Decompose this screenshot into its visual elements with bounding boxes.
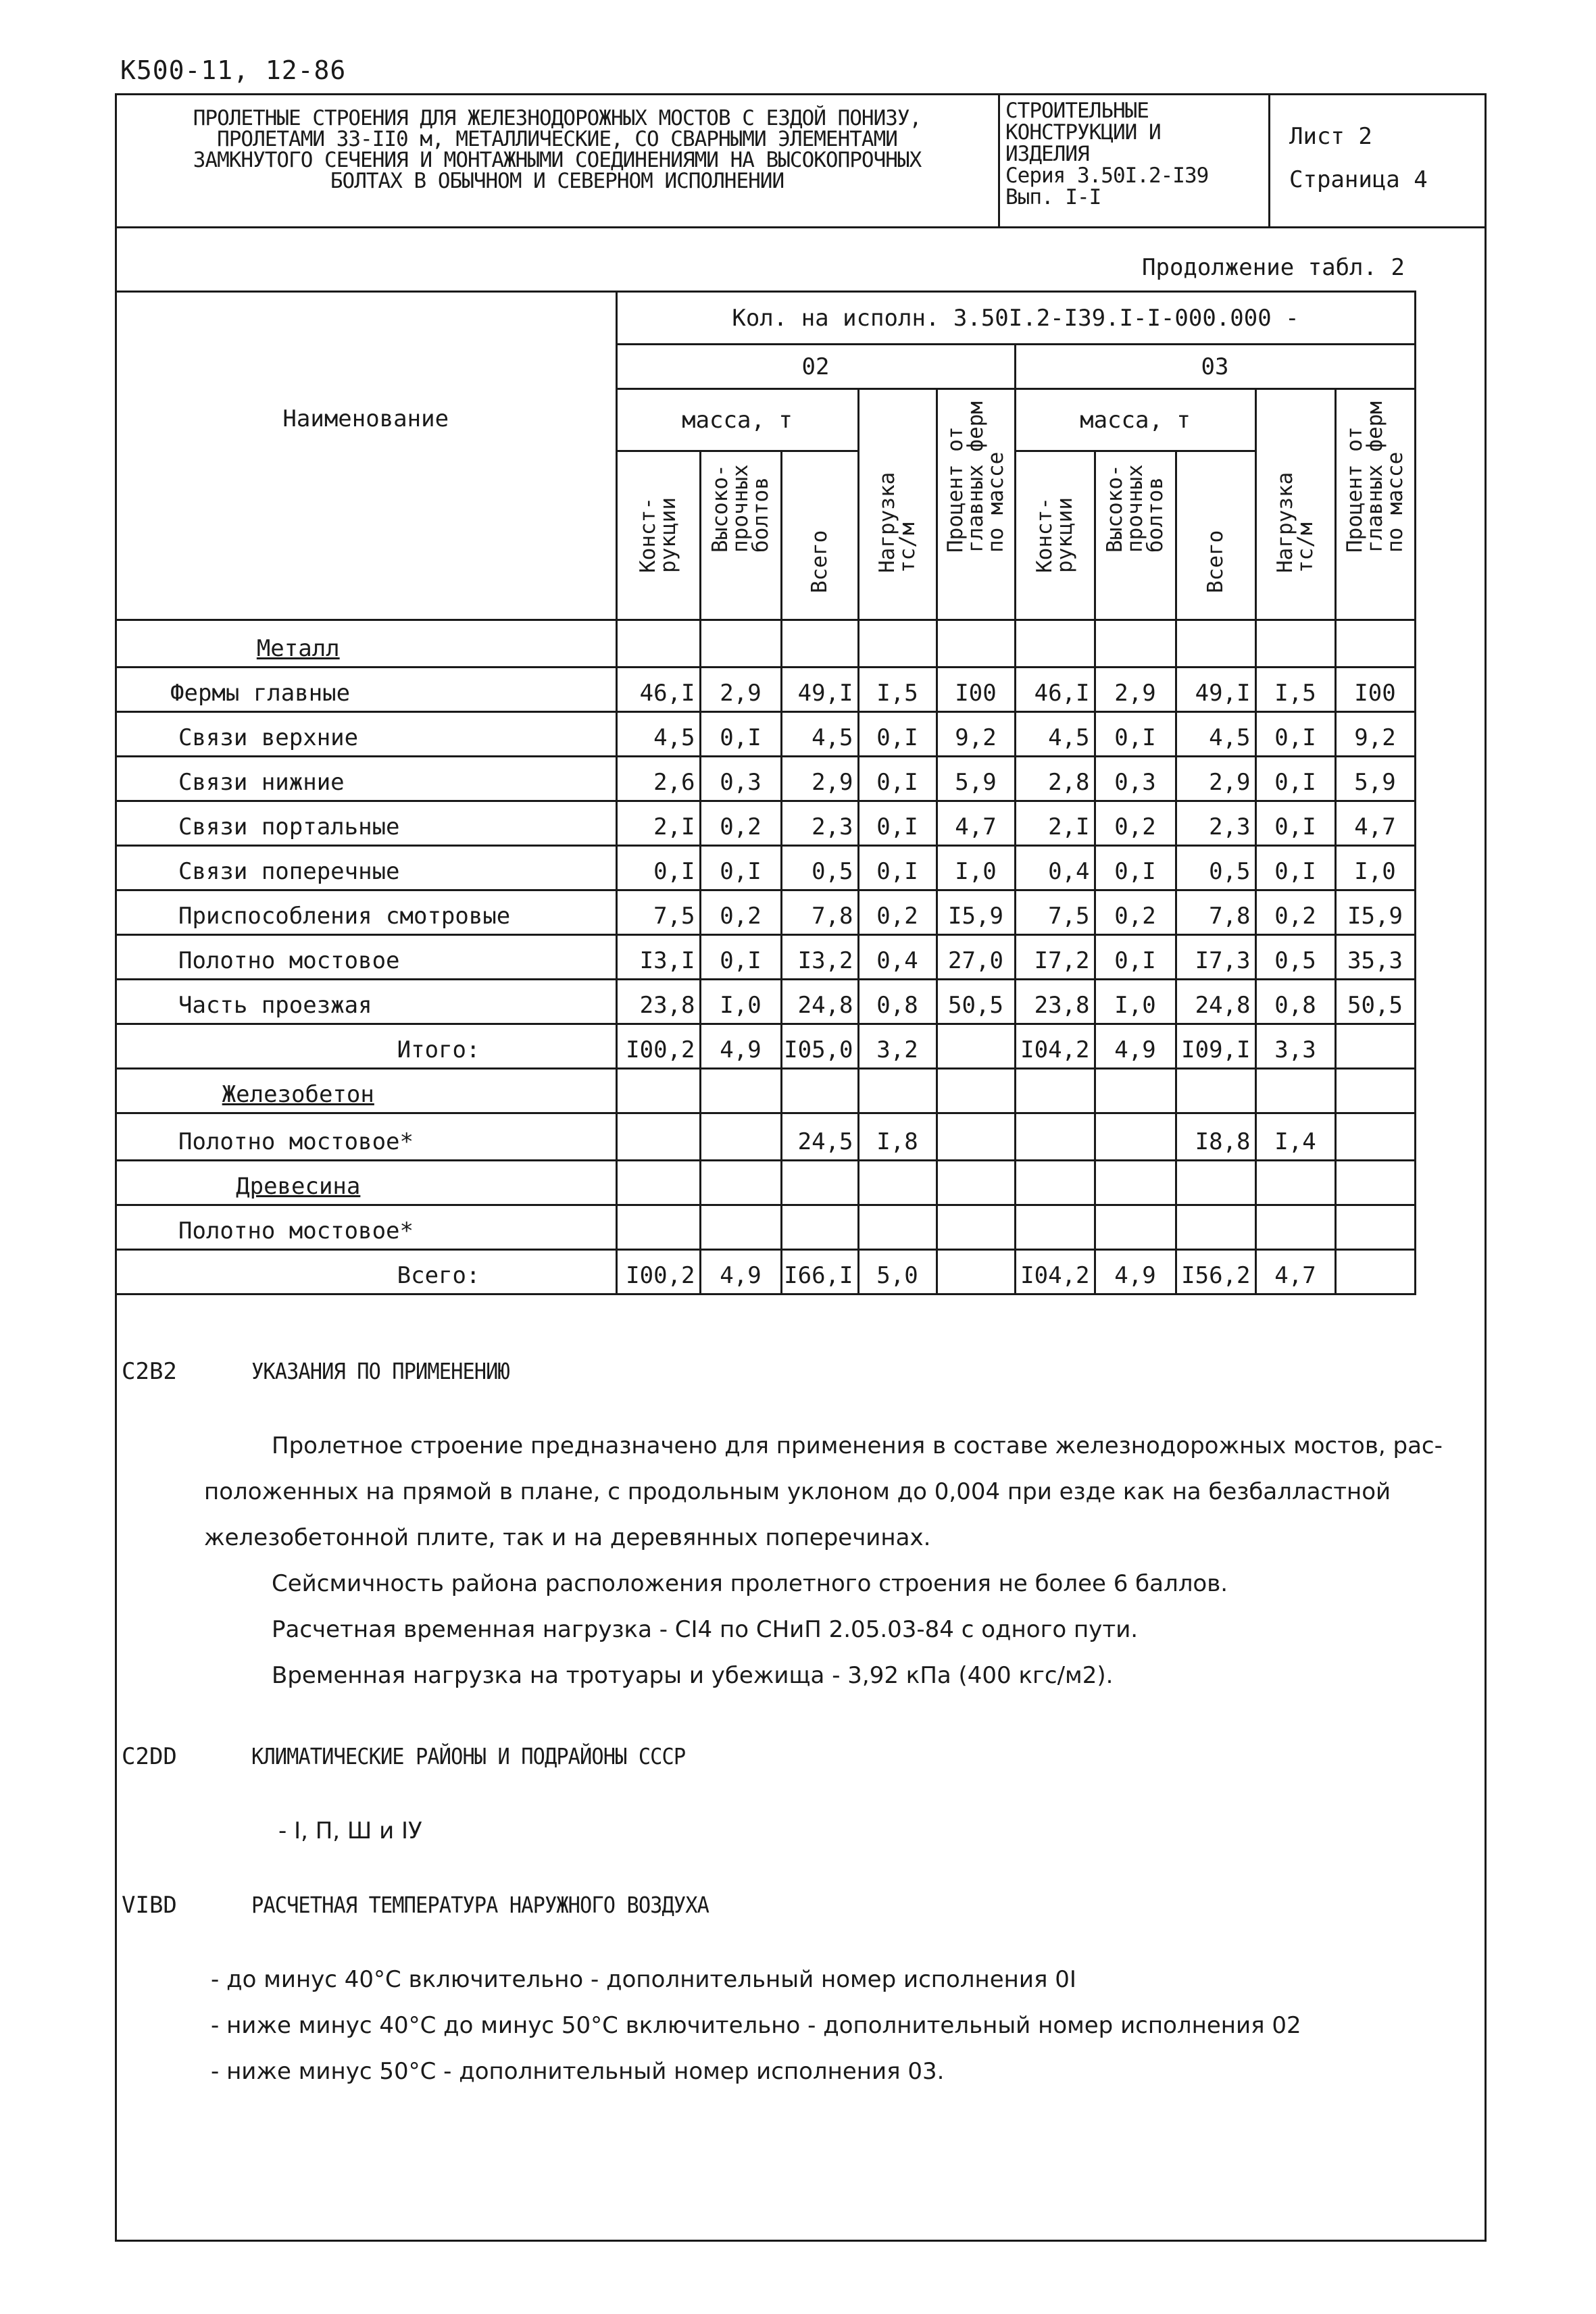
table-cell: 35,3 <box>1335 935 1415 980</box>
table-cell: 24,8 <box>781 980 858 1024</box>
load-header-02 <box>858 389 937 620</box>
table-cell: 2,3 <box>1176 801 1255 846</box>
row-name <box>116 1024 616 1069</box>
table-cell <box>781 1161 858 1205</box>
table-cell: 24,5 <box>781 1113 858 1161</box>
table-row <box>116 668 1415 712</box>
table-row <box>116 1069 1415 1113</box>
table-cell <box>1255 1069 1335 1113</box>
table-cell: 5,9 <box>1335 757 1415 801</box>
table-cell: 3,3 <box>1255 1024 1335 1069</box>
table-cell <box>1335 1024 1415 1069</box>
table-cell: 4,7 <box>1255 1250 1335 1294</box>
table-cell: 3,2 <box>858 1024 937 1069</box>
table-cell: I5,9 <box>1335 890 1415 935</box>
table-cell: 2,9 <box>700 668 781 712</box>
table-cell: I,8 <box>858 1113 937 1161</box>
table-cell: 4,5 <box>1015 712 1095 757</box>
table-row <box>116 1250 1415 1294</box>
bolts-header-line: Высоко- <box>1103 464 1127 553</box>
table-cell: 4,9 <box>700 1024 781 1069</box>
table-row <box>116 846 1415 890</box>
percent-header-line: главных ферм <box>1363 401 1387 553</box>
table-cell <box>1015 1113 1095 1161</box>
mass-header-text: масса, т <box>1080 406 1191 434</box>
table-continuation-label: Продолжение табл. 2 <box>1142 254 1405 281</box>
load-header-line: тс/м <box>1293 522 1318 573</box>
row-name <box>116 1113 616 1161</box>
table-cell <box>1015 1069 1095 1113</box>
series-line: КОНСТРУКЦИИ И <box>1005 120 1161 145</box>
table-cell <box>858 1069 937 1113</box>
table-cell <box>1176 1205 1255 1250</box>
section-title: КЛИМАТИЧЕСКИЕ РАЙОНЫ И ПОДРАЙОНЫ СССР <box>251 1743 686 1769</box>
table-cell: 0,I <box>858 757 937 801</box>
row-name <box>116 668 616 712</box>
row-name-text: Древесина <box>236 1173 361 1200</box>
table-cell: 2,I <box>1015 801 1095 846</box>
table-row <box>116 980 1415 1024</box>
table-cell <box>1335 1113 1415 1161</box>
row-name <box>116 801 616 846</box>
table-cell: 0,4 <box>1015 846 1095 890</box>
table-cell <box>937 1024 1015 1069</box>
table-cell <box>781 1069 858 1113</box>
bolts-header-03 <box>1095 451 1176 620</box>
table-cell <box>1095 1205 1176 1250</box>
table-cell <box>700 1113 781 1161</box>
table-cell: 4,7 <box>1335 801 1415 846</box>
table-cell: 9,2 <box>937 712 1015 757</box>
section-text-line: - ниже минус 40°С до минус 50°С включительно - дополнительный номер исполнения 02 <box>211 2012 1301 2039</box>
table-row <box>116 712 1415 757</box>
table-cell: 0,3 <box>700 757 781 801</box>
table-cell: I,4 <box>1255 1113 1335 1161</box>
table-cell: 7,8 <box>781 890 858 935</box>
row-name <box>116 935 616 980</box>
table-cell: 4,7 <box>937 801 1015 846</box>
row-name-text: Приспособления смотровые <box>178 903 511 930</box>
row-name <box>116 712 616 757</box>
row-name-text: Связи поперечные <box>178 858 400 885</box>
table-cell: I,0 <box>1335 846 1415 890</box>
table-cell <box>1255 1161 1335 1205</box>
bolts-header-line: Высоко- <box>708 464 732 553</box>
row-name <box>116 757 616 801</box>
table-cell <box>700 1205 781 1250</box>
table-row <box>116 1161 1415 1205</box>
table-cell <box>1015 1161 1095 1205</box>
table-cell <box>1095 1161 1176 1205</box>
table-cell: I,0 <box>937 846 1015 890</box>
table-cell: 5,9 <box>937 757 1015 801</box>
table-cell: I00,2 <box>616 1024 700 1069</box>
title-block-name <box>115 93 1000 226</box>
title-line: ЗАМКНУТОГО СЕЧЕНИЯ И МОНТАЖНЫМИ СОЕДИНЕНИЯМИ НА ВЫСОКОПРОЧНЫХ <box>193 148 922 172</box>
table-cell: 0,8 <box>1255 980 1335 1024</box>
table-cell: 0,2 <box>1095 890 1176 935</box>
row-name-text: Итого: <box>397 1036 480 1063</box>
qty-header <box>616 292 1415 345</box>
table-cell: 49,I <box>1176 668 1255 712</box>
table-cell: 0,2 <box>858 890 937 935</box>
section-text-line: - ниже минус 50°С - дополнительный номер исполнения 03. <box>211 2058 945 2085</box>
table-cell: 46,I <box>1015 668 1095 712</box>
page-number: Страница 4 <box>1289 166 1428 193</box>
table-cell: 2,6 <box>616 757 700 801</box>
table-cell <box>937 1250 1015 1294</box>
section-code: VIBD <box>122 1892 177 1919</box>
table-cell: 4,9 <box>1095 1024 1176 1069</box>
series-line: Серия 3.50I.2-I39 <box>1005 164 1209 188</box>
section-title: РАСЧЕТНАЯ ТЕМПЕРАТУРА НАРУЖНОГО ВОЗДУХА <box>251 1892 709 1918</box>
row-name <box>116 620 616 668</box>
table-cell: I66,I <box>781 1250 858 1294</box>
table-cell: 2,9 <box>781 757 858 801</box>
document-code: K500-11, 12-86 <box>120 55 347 85</box>
table-cell <box>700 620 781 668</box>
table-cell <box>1095 620 1176 668</box>
table-cell: I3,2 <box>781 935 858 980</box>
table-cell: 4,9 <box>1095 1250 1176 1294</box>
table-cell: 0,2 <box>700 890 781 935</box>
table-row <box>116 620 1415 668</box>
load-header-line: Нагрузка <box>1273 472 1297 573</box>
table-cell: 0,I <box>1255 712 1335 757</box>
table-cell <box>700 1161 781 1205</box>
table-cell <box>1176 620 1255 668</box>
table-cell: 50,5 <box>1335 980 1415 1024</box>
table-cell: I00 <box>937 668 1015 712</box>
section-text-line: положенных на прямой в плане, с продольным уклоном до 0,004 при езде как на безбалластной <box>204 1478 1391 1505</box>
row-name-text: Часть проезжая <box>178 992 372 1019</box>
row-name-text: Всего: <box>397 1262 480 1289</box>
mass-header-02 <box>616 389 858 451</box>
table-cell: 27,0 <box>937 935 1015 980</box>
section-text-line: железобетонной плите, так и на деревянных поперечинах. <box>204 1524 931 1551</box>
table-cell: 4,5 <box>616 712 700 757</box>
table-cell: I00 <box>1335 668 1415 712</box>
table-cell: 5,0 <box>858 1250 937 1294</box>
table-cell: I,0 <box>1095 980 1176 1024</box>
table-cell <box>1095 1113 1176 1161</box>
table-cell: 0,3 <box>1095 757 1176 801</box>
row-name <box>116 1250 616 1294</box>
sheet-number: Лист 2 <box>1289 123 1372 150</box>
table-row <box>116 801 1415 846</box>
name-header-text: Наименование <box>282 405 449 432</box>
bolts-header-line: болтов <box>749 477 773 553</box>
constr-header-02 <box>616 451 700 620</box>
group-header-02 <box>616 345 1015 389</box>
row-name-text: Связи нижние <box>178 769 345 796</box>
table-cell: 0,I <box>700 935 781 980</box>
title-line: ПРОЛЕТНЫЕ СТРОЕНИЯ ДЛЯ ЖЕЛЕЗНОДОРОЖНЫХ МОСТОВ С ЕЗДОЙ ПОНИЗУ, <box>193 106 922 130</box>
table-cell: 49,I <box>781 668 858 712</box>
qty-header-text: Кол. на исполн. 3.50I.2-I39.I-I-000.000 - <box>732 304 1299 332</box>
total-header-line: Всего <box>1203 530 1228 593</box>
bolts-header-line: болтов <box>1143 477 1168 553</box>
table-cell: I00,2 <box>616 1250 700 1294</box>
total-header-02 <box>781 451 858 620</box>
row-name-text: Фермы главные <box>170 680 351 707</box>
row-name-text: Связи портальные <box>178 813 400 840</box>
table-cell: 50,5 <box>937 980 1015 1024</box>
row-name <box>116 980 616 1024</box>
row-name-text: Металл <box>256 635 340 662</box>
title-line: БОЛТАХ В ОБЫЧНОМ И СЕВЕРНОМ ИСПОЛНЕНИИ <box>330 169 784 193</box>
table-cell: 9,2 <box>1335 712 1415 757</box>
table-cell: 0,I <box>700 846 781 890</box>
table-cell: I,5 <box>858 668 937 712</box>
table-cell: 24,8 <box>1176 980 1255 1024</box>
table-cell <box>616 1069 700 1113</box>
table-cell: I04,2 <box>1015 1024 1095 1069</box>
table-cell <box>937 1161 1015 1205</box>
row-name <box>116 846 616 890</box>
table-cell: 2,I <box>616 801 700 846</box>
constr-header-line: Конст- <box>1032 497 1057 573</box>
table-cell: 0,5 <box>1176 846 1255 890</box>
table-cell: 0,I <box>1255 757 1335 801</box>
table-cell: 0,I <box>1255 801 1335 846</box>
table-cell <box>1255 1205 1335 1250</box>
table-cell <box>858 620 937 668</box>
total-header-line: Всего <box>807 530 832 593</box>
table-cell: 4,5 <box>1176 712 1255 757</box>
table-cell: I5,9 <box>937 890 1015 935</box>
table-cell: 0,I <box>1095 846 1176 890</box>
title-line: ПРОЛЕТАМИ 33-II0 м, МЕТАЛЛИЧЕСКИЕ, СО СВАРНЫМИ ЭЛЕМЕНТАМИ <box>217 127 897 151</box>
table-cell <box>937 1069 1015 1113</box>
table-cell: 0,I <box>1255 846 1335 890</box>
table-cell <box>858 1161 937 1205</box>
row-name <box>116 1069 616 1113</box>
group-label: 03 <box>1201 353 1229 380</box>
load-header-line: тс/м <box>895 522 920 573</box>
table-cell: I7,3 <box>1176 935 1255 980</box>
section-code: C2B2 <box>122 1358 177 1385</box>
table-cell: 0,I <box>858 712 937 757</box>
table-cell: I3,I <box>616 935 700 980</box>
table-row <box>116 890 1415 935</box>
section-text-line: Пролетное строение предназначено для применения в составе железнодорожных мостов, рас- <box>272 1432 1443 1459</box>
table-cell: 7,5 <box>1015 890 1095 935</box>
table-cell: 2,9 <box>1176 757 1255 801</box>
table-cell: 46,I <box>616 668 700 712</box>
percent-header-line: Процент от <box>943 426 968 553</box>
section-text-line: - до минус 40°С включительно - дополнительный номер исполнения 0I <box>211 1966 1076 1993</box>
group-label: 02 <box>801 353 830 380</box>
table-cell <box>1335 1161 1415 1205</box>
table-cell: I,0 <box>700 980 781 1024</box>
table-cell <box>937 620 1015 668</box>
series-line: Вып. I-I <box>1005 185 1101 209</box>
series-line: ИЗДЕЛИЯ <box>1005 142 1089 166</box>
section-text-line: Расчетная временная нагрузка - CI4 по СНиП 2.05.03-84 с одного пути. <box>272 1616 1139 1643</box>
table-cell <box>1095 1069 1176 1113</box>
table-cell: 0,I <box>1095 712 1176 757</box>
table-cell: 0,I <box>1095 935 1176 980</box>
table-cell <box>616 620 700 668</box>
table-cell <box>1335 1069 1415 1113</box>
table-cell: 23,8 <box>616 980 700 1024</box>
table-cell: 4,9 <box>700 1250 781 1294</box>
load-header-03 <box>1255 389 1335 620</box>
constr-header-line: рукции <box>656 497 680 573</box>
table-cell <box>1015 620 1095 668</box>
table-cell <box>1176 1161 1255 1205</box>
table-cell: I56,2 <box>1176 1250 1255 1294</box>
constr-header-03 <box>1015 451 1095 620</box>
row-name <box>116 1205 616 1250</box>
bolts-header-line: прочных <box>1123 464 1147 553</box>
table-cell <box>781 1205 858 1250</box>
bolts-header-line: прочных <box>728 464 753 553</box>
table-cell: 0,I <box>616 846 700 890</box>
row-name-text: Связи верхние <box>178 724 359 751</box>
table-cell <box>858 1205 937 1250</box>
table-cell: 2,9 <box>1095 668 1176 712</box>
mass-header-text: масса, т <box>682 406 793 434</box>
row-name-text: Железобетон <box>222 1081 374 1108</box>
table-cell <box>781 620 858 668</box>
section-text-line: - I, П, Ш и IУ <box>278 1817 422 1844</box>
total-header-03 <box>1176 451 1255 620</box>
table-cell <box>937 1205 1015 1250</box>
table-cell <box>1015 1205 1095 1250</box>
load-header-line: Нагрузка <box>875 472 899 573</box>
section-title: УКАЗАНИЯ ПО ПРИМЕНЕНИЮ <box>251 1358 509 1384</box>
percent-header-03 <box>1335 389 1415 620</box>
table-cell <box>1255 620 1335 668</box>
section-text-line: Сейсмичность района расположения пролетного строения не более 6 баллов. <box>272 1570 1228 1597</box>
title-block-sheet <box>1270 93 1482 226</box>
section-text-line: Временная нагрузка на тротуары и убежища - 3,92 кПа (400 кгс/м2). <box>272 1662 1114 1689</box>
table-cell <box>700 1069 781 1113</box>
table-cell: 23,8 <box>1015 980 1095 1024</box>
table-cell: 2,8 <box>1015 757 1095 801</box>
table-cell: 0,I <box>700 712 781 757</box>
mass-table <box>116 291 1416 1295</box>
table-cell: 0,4 <box>858 935 937 980</box>
table-cell: I,5 <box>1255 668 1335 712</box>
table-cell: 7,5 <box>616 890 700 935</box>
constr-header-line: Конст- <box>636 497 660 573</box>
mass-header-03 <box>1015 389 1255 451</box>
percent-header-02 <box>937 389 1015 620</box>
table-cell <box>1176 1069 1255 1113</box>
row-name-text: Полотно мостовое* <box>178 1217 414 1244</box>
table-cell: 0,2 <box>700 801 781 846</box>
table-cell: 0,5 <box>1255 935 1335 980</box>
table-cell <box>1335 1250 1415 1294</box>
table-cell <box>616 1205 700 1250</box>
table-cell <box>616 1113 700 1161</box>
table-cell: 0,I <box>858 846 937 890</box>
table-row <box>116 757 1415 801</box>
table-cell: I7,2 <box>1015 935 1095 980</box>
row-name-text: Полотно мостовое <box>178 947 400 974</box>
table-cell: 0,8 <box>858 980 937 1024</box>
title-block <box>115 93 1487 228</box>
percent-header-line: по массе <box>1383 451 1407 553</box>
section-code: C2DD <box>122 1743 177 1770</box>
table-row <box>116 1113 1415 1161</box>
table-cell: I05,0 <box>781 1024 858 1069</box>
table-cell: I04,2 <box>1015 1250 1095 1294</box>
table-cell: 2,3 <box>781 801 858 846</box>
table-cell: I8,8 <box>1176 1113 1255 1161</box>
table-cell <box>1335 620 1415 668</box>
row-name <box>116 890 616 935</box>
title-block-series <box>1000 93 1270 226</box>
table-cell <box>937 1113 1015 1161</box>
name-column-header <box>116 292 616 620</box>
table-row <box>116 1205 1415 1250</box>
table-cell: 0,2 <box>1095 801 1176 846</box>
table-row <box>116 935 1415 980</box>
percent-header-line: Процент от <box>1343 426 1367 553</box>
table-cell: 0,5 <box>781 846 858 890</box>
table-cell: 4,5 <box>781 712 858 757</box>
table-cell: 0,2 <box>1255 890 1335 935</box>
series-line: СТРОИТЕЛЬНЫЕ <box>1005 99 1149 123</box>
table-cell: I09,I <box>1176 1024 1255 1069</box>
table-cell: 0,I <box>858 801 937 846</box>
table-cell <box>1335 1205 1415 1250</box>
table-row <box>116 1024 1415 1069</box>
row-name <box>116 1161 616 1205</box>
row-name-text: Полотно мостовое* <box>178 1128 414 1155</box>
percent-header-line: по массе <box>984 451 1008 553</box>
percent-header-line: главных ферм <box>964 401 988 553</box>
bolts-header-02 <box>700 451 781 620</box>
group-header-03 <box>1015 345 1415 389</box>
table-cell <box>616 1161 700 1205</box>
constr-header-line: рукции <box>1053 497 1077 573</box>
table-cell: 7,8 <box>1176 890 1255 935</box>
